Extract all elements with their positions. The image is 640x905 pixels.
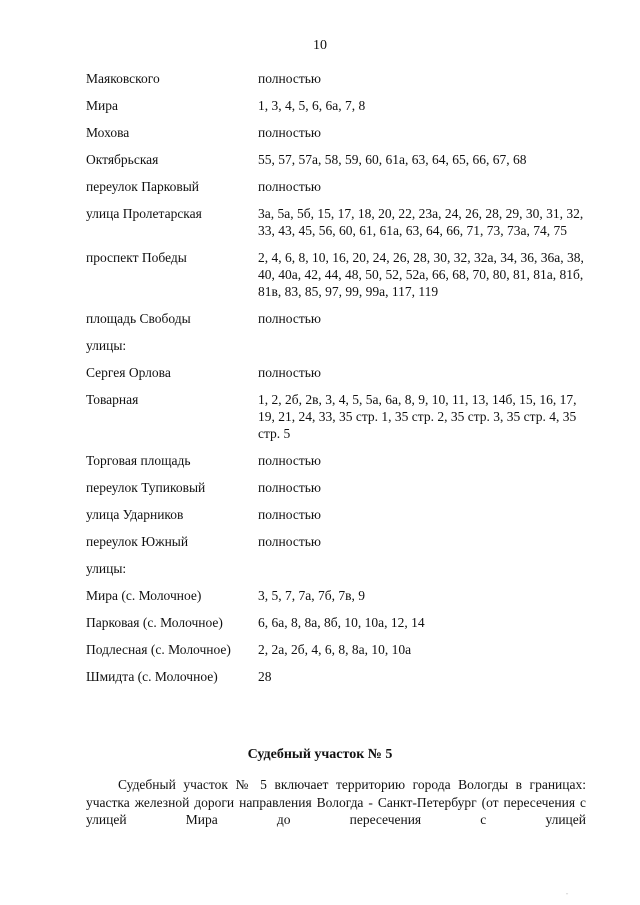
body-paragraph [86, 776, 586, 829]
table-row [86, 479, 606, 496]
table-row [86, 533, 606, 550]
house-numbers: полностью [258, 480, 321, 495]
street-name: переулок Южный [86, 534, 189, 549]
paragraph-text: Судебный участок № 5 включает территорию города Вологды в границах: участка железной дороги направления Вологда - Санкт-Петербург (от пересечения с улицей Мира до пересечения с улицей [86, 777, 586, 827]
street-name: Маяковского [86, 71, 160, 86]
street-name: Сергея Орлова [86, 365, 171, 380]
street-name: проспект Победы [86, 250, 187, 265]
table-row [86, 151, 606, 168]
house-numbers: полностью [258, 534, 321, 549]
street-name: Мира (с. Молочное) [86, 588, 202, 603]
address-table [86, 70, 606, 695]
street-name: Парковая (с. Молочное) [86, 615, 223, 630]
table-row [86, 668, 606, 685]
corner-mark: " [566, 893, 569, 899]
house-numbers [258, 337, 588, 354]
house-numbers: полностью [258, 507, 321, 522]
table-row [86, 506, 606, 523]
street-name: улица Ударников [86, 507, 184, 522]
house-numbers: 55, 57, 57а, 58, 59, 60, 61а, 63, 64, 65, 66, 67, 68 [258, 152, 527, 167]
street-name: переулок Тупиковый [86, 480, 206, 495]
table-row [86, 249, 606, 300]
table-row [86, 337, 606, 354]
table-row [86, 587, 606, 604]
table-row [86, 70, 606, 87]
house-numbers: 1, 2, 2б, 2в, 3, 4, 5, 5а, 6а, 8, 9, 10, 11, 13, 14б, 15, 16, 17, 19, 21, 24, 33, 35 стр. 1, 35 стр. 2, 35 стр. 3, 35 стр. 4, 35 стр. 5 [258, 392, 577, 441]
table-row [86, 560, 606, 577]
house-numbers [258, 560, 588, 577]
table-row [86, 97, 606, 114]
street-name: Товарная [86, 392, 139, 407]
page-number: 10 [313, 38, 327, 53]
house-numbers: 2, 2а, 2б, 4, 6, 8, 8а, 10, 10а [258, 642, 412, 657]
house-numbers: полностью [258, 125, 321, 140]
table-row [86, 641, 606, 658]
street-name: Мохова [86, 125, 130, 140]
table-row [86, 310, 606, 327]
street-name: Подлесная (с. Молочное) [86, 642, 231, 657]
house-numbers: 3а, 5а, 5б, 15, 17, 18, 20, 22, 23а, 24, 26, 28, 29, 30, 31, 32, 33, 43, 45, 56, 60, 61, 61а, 63, 64, 66, 71, 73, 73а, 74, 75 [258, 206, 584, 238]
table-row [86, 178, 606, 195]
house-numbers: 6, 6а, 8, 8а, 8б, 10, 10а, 12, 14 [258, 615, 425, 630]
table-row [86, 391, 606, 442]
street-name: Шмидта (с. Молочное) [86, 669, 218, 684]
house-numbers: 3, 5, 7, 7а, 7б, 7в, 9 [258, 588, 365, 603]
table-row [86, 452, 606, 469]
street-name: улица Пролетарская [86, 206, 202, 221]
street-name: площадь Свободы [86, 311, 191, 326]
table-row [86, 124, 606, 141]
street-name: Торговая площадь [86, 453, 191, 468]
street-name: улицы: [86, 561, 127, 576]
street-name: переулок Парковый [86, 179, 199, 194]
house-numbers: 1, 3, 4, 5, 6, 6а, 7, 8 [258, 98, 366, 113]
section-heading: Судебный участок № 5 [247, 747, 393, 762]
table-row [86, 205, 606, 239]
street-name: Октябрьская [86, 152, 159, 167]
house-numbers: 28 [258, 669, 272, 684]
street-name: Мира [86, 98, 118, 113]
house-numbers: 2, 4, 6, 8, 10, 16, 20, 24, 26, 28, 30, 32, 32а, 34, 36, 36а, 38, 40, 40а, 42, 44, 48, 50, 52, 52а, 66, 68, 70, 80, 81, 81а, 81б, 81в, 83, 85, 97, 99, 99а, 117, 119 [258, 250, 584, 299]
house-numbers: полностью [258, 71, 321, 86]
table-row [86, 364, 606, 381]
house-numbers: полностью [258, 311, 321, 326]
table-row [86, 614, 606, 631]
house-numbers: полностью [258, 453, 321, 468]
house-numbers: полностью [258, 179, 321, 194]
house-numbers: полностью [258, 365, 321, 380]
street-name: улицы: [86, 338, 127, 353]
